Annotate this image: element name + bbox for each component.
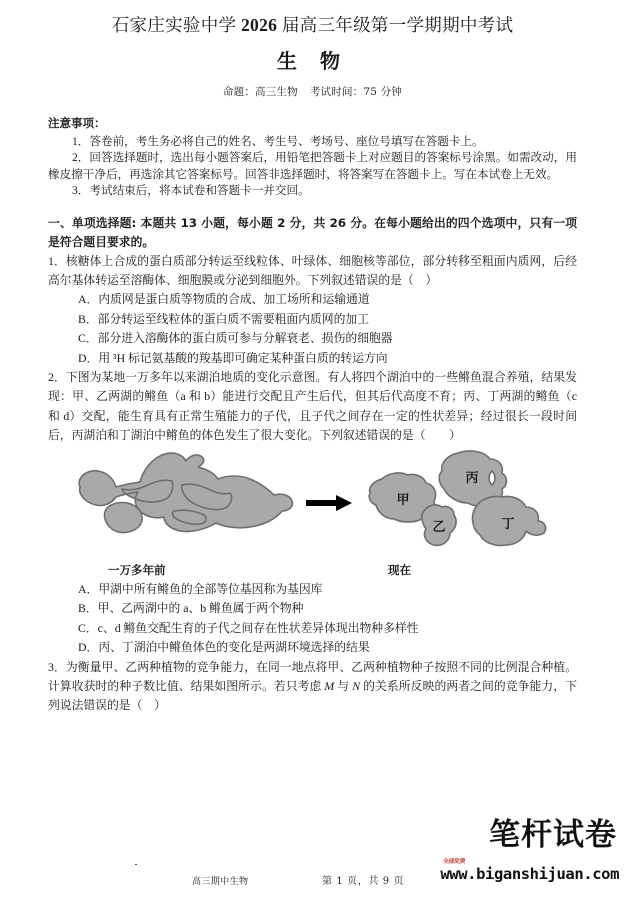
ancient-lake-lobe (104, 502, 142, 532)
figure-captions (48, 562, 577, 580)
question-1-options (48, 290, 577, 368)
lake-label-yi: 乙 (431, 519, 446, 535)
question-2 (48, 368, 577, 658)
question-2-option-a[interactable]: A．甲湖中所有鳉鱼的全部等位基因称为基因库 (78, 581, 323, 596)
question-3 (48, 658, 577, 715)
watermark-free-tag: 全部免费 (443, 858, 466, 865)
stray-dot (135, 864, 137, 866)
transition-arrow (306, 495, 352, 511)
notice-item-1: 1．答卷前，考生务必将自己的姓名、考生号、考场号、座位号填写在答题卡上。 (72, 134, 484, 148)
question-1-option-a[interactable]: A．内质网是蛋白质等物质的合成、加工场所和运输通道 (78, 292, 370, 306)
watermark-brand: 笔杆试卷 (489, 817, 617, 853)
page-footer (0, 817, 625, 890)
question-2-number: 2． (48, 370, 66, 385)
notice-item-2: 2．回答选择题时，选出每小题答案后，用铅笔把答题卡上对应题目的答案标号涂黑。如需改动，用橡皮擦干净后，再选涂其它答案标号。回答非选择题时，将答案写在答题卡上。写在本试卷上无效。 (48, 151, 577, 181)
question-3-text-part2: 与 (334, 679, 353, 694)
figure-caption-before: 一万多年前 (108, 562, 166, 577)
lake-evolution-figure (48, 449, 577, 564)
title-prefix: 石家庄实验中学 (111, 15, 241, 35)
lake-diagram-svg (78, 449, 548, 561)
footer-subject: 高三期中生物 (192, 877, 249, 887)
question-1 (48, 252, 577, 369)
meta-duration: 考试时间：75 分钟 (309, 85, 403, 98)
question-3-stem (48, 658, 577, 715)
notice-list (48, 134, 577, 200)
lake-label-ding: 丁 (500, 516, 515, 532)
question-3-number: 3． (48, 660, 66, 675)
question-2-option-c[interactable]: C．c、d 鳉鱼交配生育的子代之间存在性状差异体现出物种多样性 (78, 620, 419, 635)
watermark-url: www.biganshijuan.com (440, 864, 619, 883)
question-3-text-part1: 为衡量甲、乙两种植物的竞争能力，在同一地点将甲、乙两种植物种子按照不同的比例混合种植。计算收获时的种子数比值、结果如图所示。若只考虑 (48, 660, 577, 694)
question-3-variable-n: N (352, 679, 361, 694)
subject-title: 生 物 (277, 48, 348, 73)
question-1-text: 核糖体上合成的蛋白质部分转运至线粒体、叶绿体、细胞核等部位，部分转移至粗面内质网，后经高尔基体转运至溶酶体、细胞膜或分泌到细胞外。下列叙述错误的是（ ） (48, 253, 577, 287)
question-2-option-b[interactable]: B．甲、乙两湖中的 a、b 鳉鱼属于两个物种 (78, 601, 304, 616)
watermark (440, 817, 619, 883)
question-2-option-d[interactable]: D．丙、丁湖泊中鳉鱼体色的变化是两湖环境选择的结果 (78, 640, 370, 655)
question-1-option-c[interactable]: C．部分进入溶酶体的蛋白质可参与分解衰老、损伤的细胞器 (78, 331, 393, 346)
lake-label-bing: 丙 (464, 470, 479, 486)
lake-label-jia: 甲 (395, 492, 410, 508)
meta-setter: 命题：高三生物 (222, 85, 298, 98)
question-1-option-b[interactable]: B．部分转运至线粒体的蛋白质不需要粗面内质网的加工 (78, 311, 369, 326)
section-heading: 一、单项选择题: 本题共 13 小题，每小题 2 分，共 26 分。在每小题给出的四个选项中，只有一项是符合题目要求的。 (48, 215, 577, 249)
page-title (48, 14, 577, 37)
exam-page (0, 14, 625, 904)
question-2-stem (48, 368, 577, 444)
question-1-option-d[interactable]: D．用 ³H 标记氨基酸的羧基即可确定某种蛋白质的转运方向 (78, 350, 388, 365)
question-2-text: 下图为某地一万多年以来湖泊地质的变化示意图。有人将四个湖泊中的一些鳉鱼混合养殖，结果发现：甲、乙两湖的鳉鱼（a 和 b）能进行交配且产生后代，但其后代高度不育；丙、丁两湖的鳉鱼（c 和 d）交配，能生育具有正常生殖能力的子代，且子代之间存在一定的性状差异；经过很长一段时间后，丙湖泊和丁湖泊中鳉鱼的体色发生了很大变化。下列叙述错误的是（ ） (48, 370, 577, 442)
question-2-options (48, 580, 577, 658)
question-3-variable-m: M (324, 679, 335, 694)
notice-heading: 注意事项： (48, 115, 106, 130)
title-suffix: 届高三年级第一学期期中考试 (277, 15, 514, 35)
figure-caption-now: 现在 (388, 562, 411, 577)
notice-item-3: 3．考试结束后，将本试卷和答题卡一并交回。 (72, 184, 310, 198)
question-3-text-part3: 的关系所反映的两者之间的竞争能力，下列说法错误的是（ ） (48, 679, 577, 713)
exam-meta (48, 84, 577, 99)
question-1-number: 1． (48, 253, 66, 268)
footer-page-number: 第 1 页，共 9 页 (322, 876, 405, 887)
title-year: 2026 (241, 15, 278, 35)
question-1-stem (48, 252, 577, 290)
